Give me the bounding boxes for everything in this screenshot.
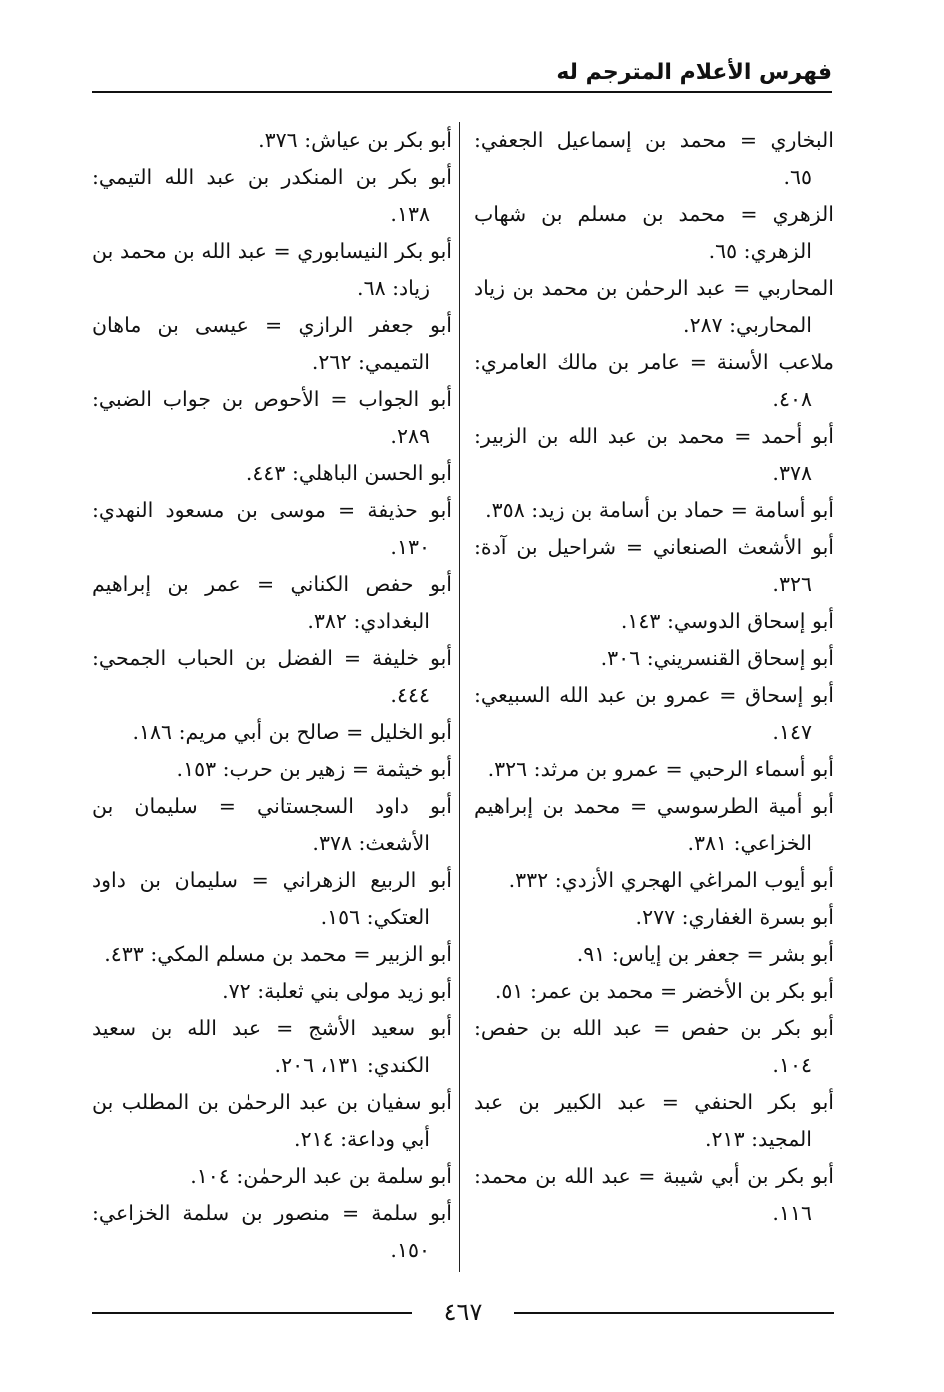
- index-entry: أبو سفيان بن عبد الرحمٰن بن المطلب بن أبي وداعة: ٢١٤.: [92, 1090, 452, 1151]
- page-number: ٤٦٧: [443, 1298, 483, 1326]
- index-entry: أبو جعفر الرازي = عيسى بن ماهان التميمي: ٢٦٢.: [92, 313, 452, 374]
- index-columns: [92, 122, 834, 1272]
- index-entry: الزهري = محمد بن مسلم بن شهاب الزهري: ٦٥.: [474, 202, 834, 263]
- index-entry: أبو الخليل = صالح بن أبي مريم: ١٨٦.: [132, 720, 452, 744]
- index-entry: أبو بكر بن الأخضر = محمد بن عمر: ٥١.: [494, 979, 834, 1003]
- index-entry: أبو حذيفة = موسى بن مسعود النهدي: ١٣٠.: [92, 498, 452, 559]
- index-entry: أبو بكر بن المنكدر بن عبد الله التيمي: ١٣٨.: [92, 165, 452, 226]
- index-entry: أبو أيوب المراغي الهجري الأزدي: ٣٣٢.: [508, 868, 834, 892]
- index-entry: أبو الجواب = الأحوص بن جواب الضبي: ٢٨٩.: [92, 387, 452, 448]
- index-entry: أبو زيد مولى بني ثعلبة: ٧٢.: [222, 979, 452, 1003]
- index-entry: المحاربي = عبد الرحمٰن بن محمد بن زياد المحاربي: ٢٨٧.: [474, 276, 834, 337]
- index-entry: أبو خيثمة = زهير بن حرب: ١٥٣.: [176, 757, 452, 781]
- index-entry: أبو الحسن الباهلي: ٤٤٣.: [245, 461, 452, 485]
- index-entry: أبو أحمد = محمد بن عبد الله بن الزبير: ٣٧٨.: [474, 424, 834, 485]
- index-entry: أبو سعيد الأشج = عبد الله بن سعيد الكندي: ١٣١، ٢٠٦.: [92, 1016, 452, 1077]
- index-entry: أبو بكر الحنفي = عبد الكبير بن عبد المجيد: ٢١٣.: [474, 1090, 834, 1151]
- page-header-title: فهرس الأعلام المترجم له: [556, 60, 832, 85]
- index-entry: أبو حفص الكناني = عمر بن إبراهيم البغدادي: ٣٨٢.: [92, 572, 452, 633]
- index-entry: أبو خليفة = الفضل بن الحباب الجمحي: ٤٤٤.: [92, 646, 452, 707]
- index-entry: أبو بكر النيسابوري = عبد الله بن محمد بن زياد: ٦٨.: [92, 239, 452, 300]
- index-entry: أبو إسحاق الدوسي: ١٤٣.: [620, 609, 834, 633]
- index-entry: أبو بشر = جعفر بن إياس: ٩١.: [576, 942, 834, 966]
- index-entry: أبو بكر بن حفص = عبد الله بن حفص: ١٠٤.: [474, 1016, 834, 1077]
- footer-rule-left: [92, 1312, 412, 1314]
- index-entry: أبو بكر بن عياش: ٣٧٦.: [258, 128, 452, 152]
- column-divider: [459, 122, 460, 1272]
- index-entry: ملاعب الأسنة = عامر بن مالك العامري: ٤٠٨.: [474, 350, 834, 411]
- index-entry: أبو الربيع الزهراني = سليمان بن داود العتكي: ١٥٦.: [92, 868, 452, 929]
- footer-rule-right: [514, 1312, 834, 1314]
- index-entry: أبو سلمة بن عبد الرحمٰن: ١٠٤.: [190, 1164, 452, 1188]
- index-entry: أبو بسرة الغفاري: ٢٧٧.: [635, 905, 834, 929]
- index-entry: أبو داود السجستاني = سليمان بن الأشعث: ٣٧٨.: [92, 794, 452, 855]
- header-rule: [92, 91, 832, 93]
- index-entry: أبو أمية الطرسوسي = محمد بن إبراهيم الخزاعي: ٣٨١.: [474, 794, 834, 855]
- index-entry: أبو سلمة = منصور بن سلمة الخزاعي: ١٥٠.: [92, 1201, 452, 1262]
- index-entry: البخاري = محمد بن إسماعيل الجعفي: ٦٥.: [474, 128, 834, 189]
- index-entry: أبو الأشعث الصنعاني = شراحيل بن آدة: ٣٢٦.: [474, 535, 834, 596]
- right-column: [474, 122, 834, 1272]
- index-entry: أبو إسحاق = عمرو بن عبد الله السبيعي: ١٤٧.: [474, 683, 834, 744]
- index-entry: أبو أسامة = حماد بن أسامة بن زيد: ٣٥٨.: [485, 498, 834, 522]
- index-entry: أبو بكر بن أبي شيبة = عبد الله بن محمد: ١١٦.: [474, 1164, 834, 1225]
- index-entry: أبو الزبير = محمد بن مسلم المكي: ٤٣٣.: [104, 942, 452, 966]
- index-entry: أبو إسحاق القنسريني: ٣٠٦.: [600, 646, 834, 670]
- left-column: [92, 122, 452, 1272]
- index-entry: أبو أسماء الرحبي = عمرو بن مرثد: ٣٢٦.: [487, 757, 834, 781]
- page-footer: [92, 1292, 834, 1332]
